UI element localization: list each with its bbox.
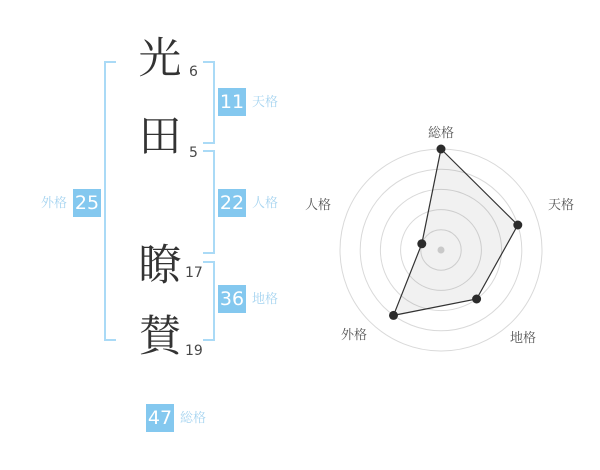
radar-axis-label-0: 総格 xyxy=(427,126,455,141)
jinkaku-score: 22 xyxy=(218,189,246,217)
radar-axis-label-4: 人格 xyxy=(304,198,332,213)
gaikaku-label: 外格 xyxy=(40,196,67,211)
radar-chart xyxy=(300,115,590,375)
stroke-count-3: 17 xyxy=(185,265,203,281)
chikaku-score: 36 xyxy=(218,285,246,313)
name-char-2: 田 xyxy=(138,112,182,162)
tenkaku-label: 天格 xyxy=(252,95,279,110)
stroke-count-2: 5 xyxy=(189,145,198,161)
soukaku-label: 総格 xyxy=(180,411,207,426)
radar-point-3 xyxy=(389,311,398,320)
stroke-count-4: 19 xyxy=(185,343,203,359)
radar-point-1 xyxy=(513,221,522,230)
gaikaku-score: 25 xyxy=(73,189,101,217)
jinkaku-label: 人格 xyxy=(252,196,279,211)
name-char-3: 瞭 xyxy=(138,241,182,291)
soukaku-score: 47 xyxy=(146,404,174,432)
jinkaku-bracket xyxy=(203,150,215,254)
name-char-4: 賛 xyxy=(138,312,182,362)
radar-axis-label-1: 天格 xyxy=(547,198,575,213)
radar-polygon xyxy=(394,149,518,315)
radar-axis-label-2: 地格 xyxy=(509,331,537,346)
radar-point-2 xyxy=(472,295,481,304)
radar-point-0 xyxy=(437,145,446,154)
radar-center-dot xyxy=(438,247,445,254)
gaikaku-bracket xyxy=(104,61,116,341)
tenkaku-score: 11 xyxy=(218,88,246,116)
chikaku-bracket xyxy=(203,261,215,341)
stroke-count-1: 6 xyxy=(189,64,198,80)
tenkaku-bracket xyxy=(203,61,215,144)
radar-point-4 xyxy=(417,239,426,248)
chikaku-label: 地格 xyxy=(252,292,279,307)
radar-axis-label-3: 外格 xyxy=(340,328,368,343)
name-char-1: 光 xyxy=(138,34,182,84)
